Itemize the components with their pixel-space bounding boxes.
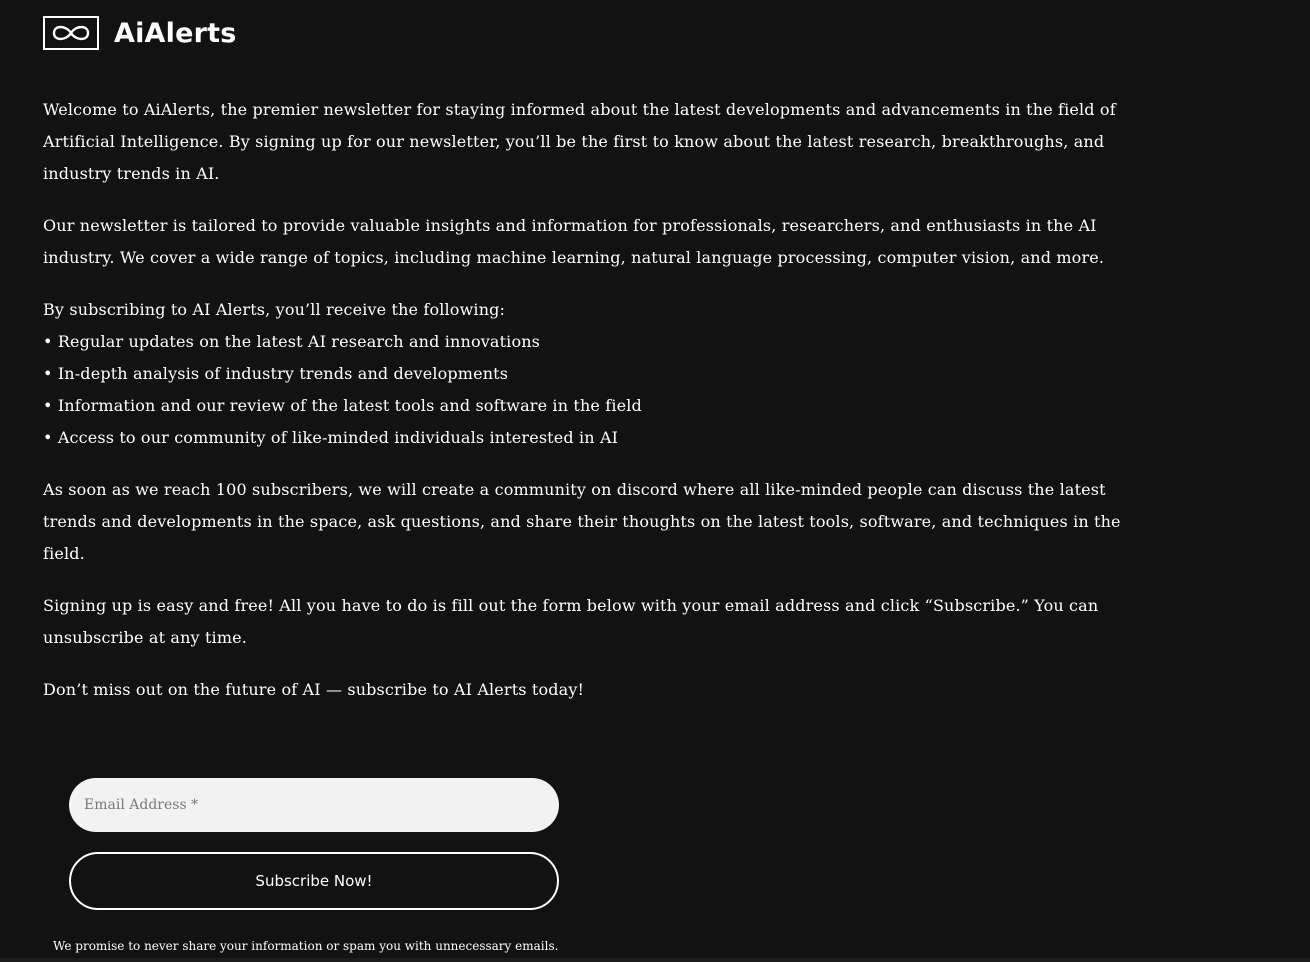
benefit-item: • Regular updates on the latest AI research and innovations	[43, 332, 541, 351]
newsletter-description	[43, 94, 1143, 726]
benefit-item: • In-depth analysis of industry trends and developments	[43, 364, 509, 383]
subscribe-form	[69, 778, 559, 910]
tailored-paragraph: Our newsletter is tailored to provide valuable insights and information for professionals, researchers, and enthusiasts in the AI industry. We cover a wide range of topics, including machine learning, natural language processing, computer vision, and more.	[43, 216, 1105, 267]
email-input[interactable]	[69, 778, 559, 832]
benefit-item: • Access to our community of like-minded individuals interested in AI	[43, 428, 619, 447]
cta-paragraph: Don’t miss out on the future of AI — subscribe to AI Alerts today!	[43, 680, 585, 699]
infinity-icon	[43, 16, 99, 50]
subscribe-button[interactable]: Subscribe Now!	[69, 852, 559, 910]
brand-name: AiAlerts	[114, 17, 237, 49]
site-logo[interactable]	[43, 14, 237, 52]
signup-paragraph: Signing up is easy and free! All you have to do is fill out the form below with your email address and click “Subscribe.” You can unsubscribe at any time.	[43, 596, 1099, 647]
infinity-icon-graphic	[49, 22, 93, 44]
bottom-divider	[0, 958, 1310, 962]
benefits-heading: By subscribing to AI Alerts, you’ll receive the following:	[43, 300, 506, 319]
intro-paragraph: Welcome to AiAlerts, the premier newsletter for staying informed about the latest developments and advancements in the field of Artificial Intelligence. By signing up for our newsletter, you’ll be the first to know about the latest research, breakthroughs, and industry trends in AI.	[43, 100, 1116, 183]
benefit-item: • Information and our review of the latest tools and software in the field	[43, 396, 642, 415]
community-paragraph: As soon as we reach 100 subscribers, we will create a community on discord where all like-minded people can discuss the latest trends and developments in the space, ask questions, and share their thoughts on the latest tools, software, and techniques in the field.	[43, 480, 1121, 563]
privacy-note: We promise to never share your information or spam you with unnecessary emails.	[53, 939, 559, 953]
benefits-section	[43, 294, 1143, 454]
